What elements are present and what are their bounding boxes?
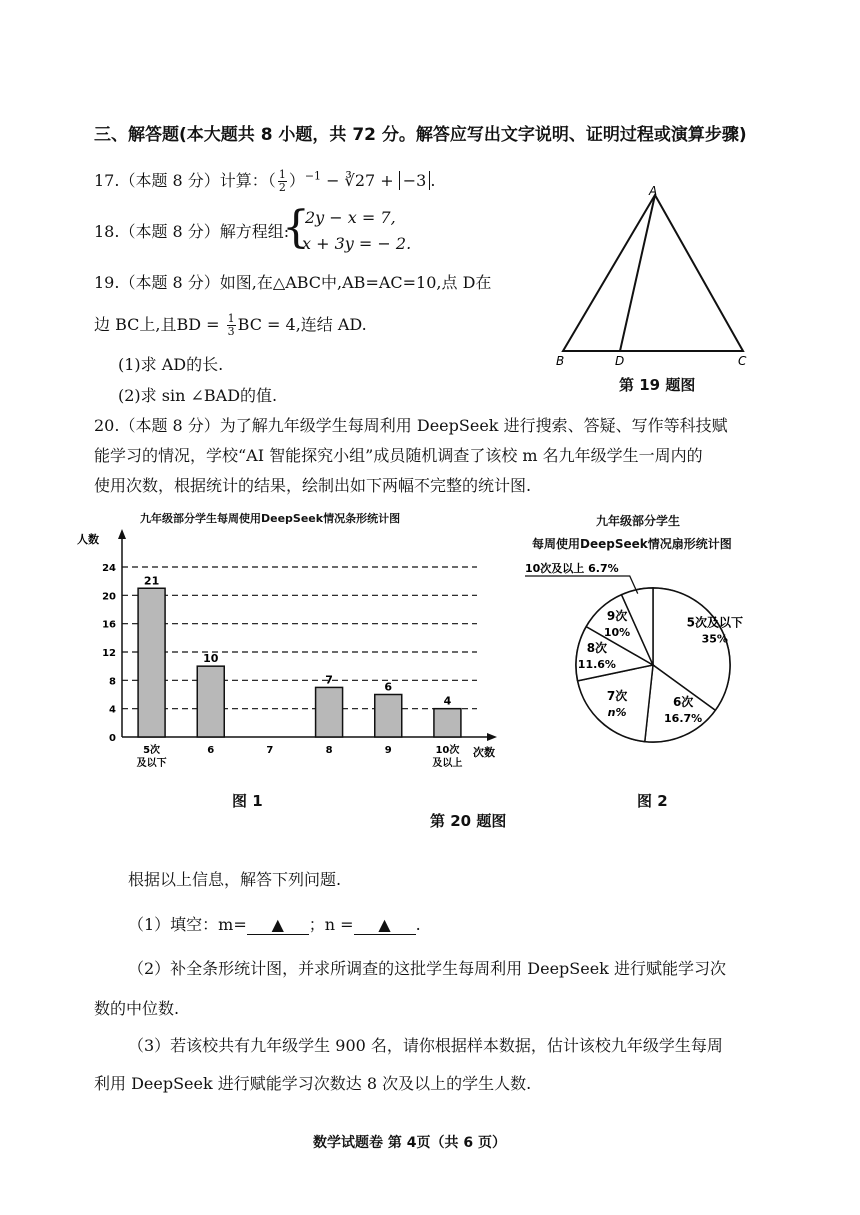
q20-p1-b: ；n =	[308, 915, 354, 934]
pie-slice-percent: 35%	[701, 632, 728, 646]
q19-line2	[94, 312, 367, 338]
y-tick-label: 4	[109, 704, 116, 716]
q19-fraction	[227, 313, 236, 338]
pie-slice-label: 9次	[606, 608, 628, 623]
pie-slice-percent: 11.6%	[577, 658, 616, 672]
bar-chart-title: 九年级部分学生每周使用DeepSeek情况条形统计图	[140, 512, 401, 525]
pie-slice-percent: 16.7%	[664, 711, 703, 725]
label-c: C	[738, 354, 747, 368]
q17-exponent: −1	[304, 169, 322, 183]
segment-ad	[620, 195, 655, 351]
x-tick-label: 10次	[435, 745, 460, 756]
q20-part1	[128, 912, 421, 935]
label-d: D	[615, 354, 625, 368]
answer-blank-m: ▲	[247, 915, 309, 935]
y-axis-label: 人数	[77, 533, 99, 546]
y-axis-arrow	[118, 529, 126, 539]
q19-frac-num: 1	[227, 312, 235, 325]
q19-part1: (1)求 AD的长.	[118, 355, 224, 374]
q20-figure-caption: 第 20 题图	[430, 812, 507, 830]
q17-frac-den: 2	[278, 181, 286, 194]
q19-frac-den: 3	[227, 325, 235, 338]
x-tick-label: 6	[207, 745, 215, 756]
y-tick-label: 8	[109, 676, 116, 688]
q20-p1-a: （1）填空：m=	[128, 915, 247, 934]
q17-prefix: 17.（本题 8 分）计算：（	[94, 171, 276, 190]
pie-slice-label: 8次	[586, 641, 608, 656]
y-tick-label: 0	[109, 733, 116, 744]
q18-prefix: 18.（本题 8 分）解方程组:	[94, 222, 290, 241]
q18-brace: {	[282, 202, 310, 253]
question-17	[94, 168, 435, 194]
q17-frac-num: 1	[278, 168, 286, 181]
bar-value-label: 6	[384, 680, 393, 694]
bar	[197, 666, 224, 737]
q20-part3-line2: 利用 DeepSeek 进行赋能学习次数达 8 次及以上的学生人数.	[94, 1074, 532, 1093]
pie-slice-label: 7次	[606, 689, 628, 704]
section-title: 三、解答题(本大题共 8 小题，共 72 分。解答应写出文字说明、证明过程或演算步骤)	[94, 125, 747, 145]
bar-value-label: 7	[325, 673, 333, 687]
pie-callout-label: 10次及以上 6.7%	[525, 562, 619, 575]
bar	[375, 695, 402, 738]
x-tick-label: 及以上	[432, 758, 463, 769]
triangle-abc	[563, 195, 743, 351]
q20-p1-end: .	[415, 915, 421, 934]
callout-leader	[525, 576, 638, 594]
page-footer: 数学试题卷 第 4页（共 6 页）	[313, 1135, 506, 1151]
q20-line3: 使用次数，根据统计的结果，绘制出如下两幅不完整的统计图.	[94, 476, 532, 495]
y-tick-label: 16	[102, 619, 116, 631]
q19-line2-a: 边 BC上,且BD =	[94, 315, 225, 334]
q19-line2-b: BC = 4,连结 AD.	[237, 315, 367, 334]
q17-end: .	[430, 171, 436, 190]
q20-part2-line1: （2）补全条形统计图，并求所调查的这批学生每周利用 DeepSeek 进行赋能学习次	[128, 959, 726, 978]
x-axis-label: 次数	[473, 746, 495, 759]
bar	[138, 588, 165, 737]
q17-after-frac: ）	[288, 171, 305, 190]
q20-line2: 能学习的情况，学校“AI 智能探究小组”成员随机调查了该校 m 名九年级学生一周内的	[94, 446, 703, 465]
label-b: B	[556, 354, 565, 368]
pie-slice-label: 6次	[672, 694, 694, 709]
label-a: A	[649, 185, 658, 198]
q17-abs: −3	[399, 171, 431, 190]
q18-eq2: x + 3y = − 2.	[302, 234, 412, 253]
fig2-caption: 图 2	[637, 792, 668, 810]
q20-part3-line1: （3）若该校共有九年级学生 900 名，请你根据样本数据，估计该校九年级学生每周	[128, 1036, 723, 1055]
q19-line1: 19.（本题 8 分）如图,在△ABC中,AB=AC=10,点 D在	[94, 273, 492, 292]
bar-chart	[75, 525, 515, 785]
q17-middle: − ∛27 +	[321, 171, 399, 190]
pie-chart-title-1: 九年级部分学生	[596, 514, 681, 528]
x-tick-label: 5次	[143, 745, 161, 756]
q17-fraction	[278, 169, 287, 194]
pie-slice-label: 5次及以下	[686, 615, 743, 630]
bar-value-label: 4	[443, 694, 452, 708]
x-tick-label: 9	[384, 745, 392, 756]
q19-figure-caption: 第 19 题图	[619, 376, 696, 394]
pie-slice-percent: 10%	[603, 625, 631, 639]
q18-eq1: 2y − x = 7,	[305, 208, 396, 227]
y-tick-label: 24	[102, 563, 116, 574]
y-tick-label: 12	[102, 648, 116, 659]
bar	[434, 709, 461, 737]
x-tick-label: 8	[325, 745, 333, 756]
y-tick-label: 20	[102, 591, 116, 603]
answer-blank-n: ▲	[354, 915, 416, 935]
q20-intro: 根据以上信息，解答下列问题.	[128, 870, 342, 889]
fig1-caption: 图 1	[232, 792, 263, 810]
pie-slice-percent: n%	[607, 706, 627, 720]
x-tick-label: 7	[266, 745, 274, 756]
pie-chart	[520, 555, 745, 755]
x-tick-label: 及以下	[136, 758, 167, 769]
bar-value-label: 21	[143, 574, 160, 588]
bar-value-label: 10	[203, 652, 219, 666]
triangle-figure	[545, 185, 765, 370]
pie-chart-title-2: 每周使用DeepSeek情况扇形统计图	[532, 537, 732, 551]
x-axis-arrow	[487, 733, 497, 741]
q20-part2-line2: 数的中位数.	[94, 999, 180, 1018]
q19-part2: (2)求 sin ∠BAD的值.	[118, 386, 278, 405]
q20-line1: 20.（本题 8 分）为了解九年级学生每周利用 DeepSeek 进行搜索、答疑、写作等科技赋	[94, 416, 728, 435]
bar	[316, 687, 343, 737]
